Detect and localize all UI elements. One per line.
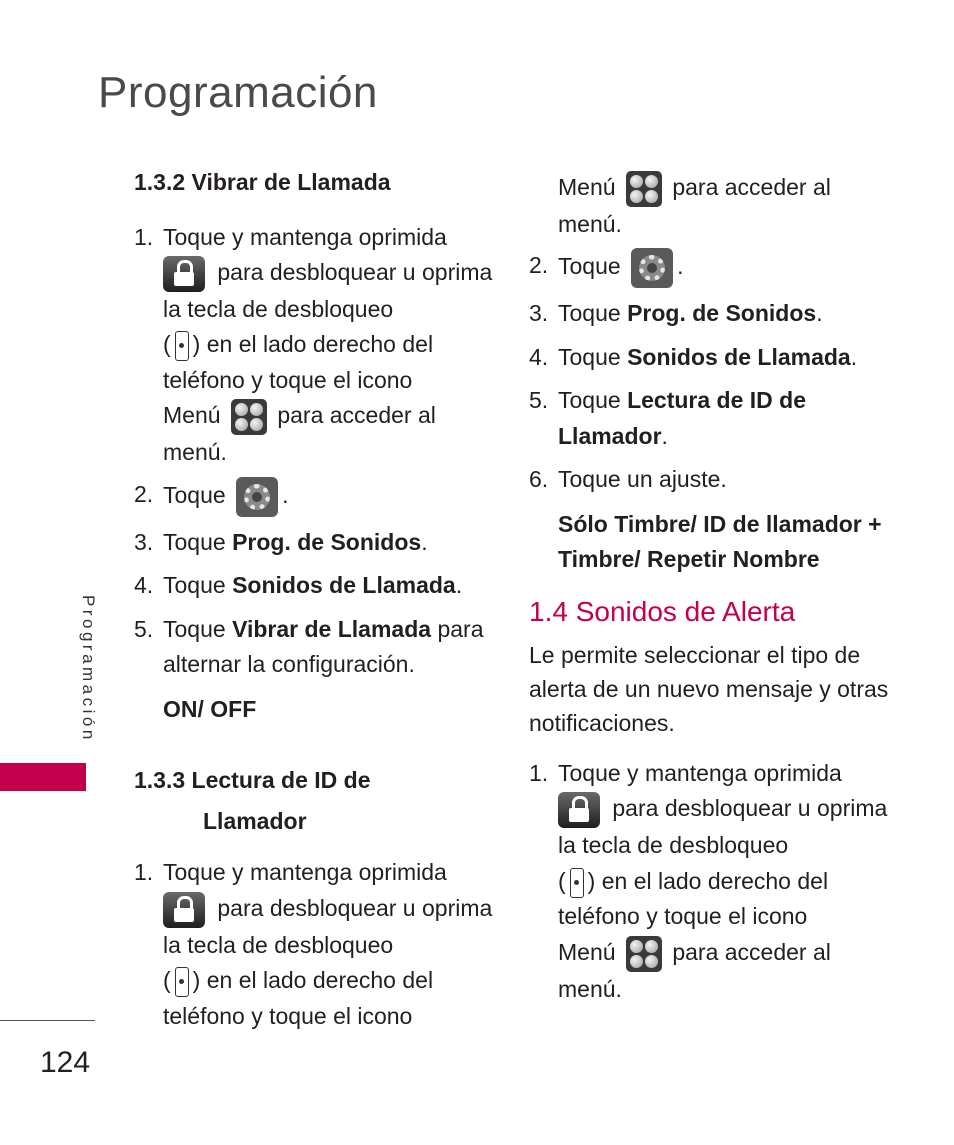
unlock-key-icon <box>175 331 189 361</box>
period: . <box>677 253 684 280</box>
step-2 <box>134 477 494 517</box>
right-column <box>529 170 889 1007</box>
step-number: 2. <box>134 480 154 507</box>
options: ON/ OFF <box>163 695 257 722</box>
step-number: 4. <box>529 343 549 370</box>
unlock-key-icon <box>570 868 584 898</box>
step-1 <box>134 855 494 1034</box>
page-title: Programación <box>98 68 378 117</box>
options-line <box>558 507 889 578</box>
step-number: 5. <box>134 615 154 642</box>
heading-line: 1.3.3 Lectura de ID de <box>134 767 371 794</box>
step-text: Toque y mantenga oprimida <box>163 223 447 250</box>
menu-path: Prog. de Sonidos <box>627 300 817 327</box>
paren: ( <box>163 967 171 994</box>
step-text: Toque <box>163 481 226 508</box>
step-number: 6. <box>529 466 549 493</box>
step-5 <box>529 383 889 454</box>
step-text: Toque un ajuste. <box>558 466 727 493</box>
step-text: Toque <box>558 253 621 280</box>
period: . <box>421 528 428 555</box>
step-text: ) en el lado derecho del teléfono y toque el icono <box>163 967 434 1029</box>
options-line <box>163 692 494 728</box>
step-text: Toque <box>558 300 621 327</box>
lock-icon <box>163 892 205 928</box>
section-heading-1-4: 1.4 Sonidos de Alerta <box>529 595 796 627</box>
settings-icon <box>236 477 278 517</box>
step-text: Toque <box>558 387 621 414</box>
step-4 <box>529 340 889 376</box>
menu-path: Prog. de Sonidos <box>232 528 422 555</box>
heading-line: Llamador <box>203 808 307 835</box>
step-text: Toque <box>163 615 226 642</box>
step-1 <box>529 756 889 1007</box>
step-number: 4. <box>134 572 154 599</box>
page-number: 124 <box>40 1046 91 1079</box>
menu-path: Vibrar de Llamada <box>232 615 432 642</box>
step-text: para acceder al menú. <box>558 174 831 237</box>
menu-icon <box>626 171 662 207</box>
side-section-label: Programación <box>79 595 98 743</box>
settings-icon <box>631 248 673 288</box>
lock-icon <box>558 792 600 828</box>
menu-icon <box>231 399 267 435</box>
step-6 <box>529 462 889 498</box>
menu-label: Menú <box>163 402 221 429</box>
step-2 <box>529 248 889 288</box>
continued-text <box>558 170 889 242</box>
step-text: para desbloquear u oprima la tecla de desbloqueo <box>163 259 493 322</box>
step-text: Toque <box>558 343 621 370</box>
section-heading-1-3-2: 1.3.2 Vibrar de Llamada <box>134 169 391 195</box>
period: . <box>282 481 289 508</box>
step-text: Toque y mantenga oprimida <box>163 859 447 886</box>
section-heading-1-3-3 <box>134 760 494 842</box>
step-3 <box>529 296 889 332</box>
step-number: 5. <box>529 387 549 414</box>
step-number: 3. <box>134 528 154 555</box>
step-text: para desbloquear u oprima la tecla de desbloqueo <box>558 795 888 859</box>
step-number: 2. <box>529 252 549 279</box>
step-text: para acceder al menú. <box>558 938 831 1002</box>
step-text: Toque y mantenga oprimida <box>558 759 842 786</box>
step-5 <box>134 612 494 683</box>
menu-path: Lectura de ID de Llamador <box>558 387 806 449</box>
step-4 <box>134 568 494 604</box>
step-1 <box>134 220 494 471</box>
footer-rule <box>0 1020 95 1021</box>
step-text: Toque <box>163 528 226 555</box>
paren: ( <box>163 331 171 358</box>
menu-icon <box>626 936 662 972</box>
step-number: 1. <box>134 859 154 886</box>
step-number: 1. <box>134 223 154 250</box>
step-text: Toque <box>163 572 226 599</box>
menu-label: Menú <box>558 174 616 200</box>
step-text: ) en el lado derecho del teléfono y toque el icono <box>558 867 829 930</box>
step-3 <box>134 525 494 561</box>
menu-path: Sonidos de Llamada <box>232 572 456 599</box>
unlock-key-icon <box>175 967 189 997</box>
step-text: para acceder al menú. <box>163 402 436 466</box>
step-text: ) en el lado derecho del teléfono y toque el icono <box>163 331 434 393</box>
lock-icon <box>163 256 205 292</box>
menu-path: Sonidos de Llamada <box>627 343 851 370</box>
period: . <box>455 572 463 599</box>
step-text: para alternar la configuración. <box>163 615 484 678</box>
period: . <box>661 422 668 449</box>
paren: ( <box>558 867 566 894</box>
left-column <box>134 165 494 1034</box>
menu-label: Menú <box>558 938 616 965</box>
section-intro: Le permite seleccionar el tipo de alerta de un nuevo mensaje y otras notificaciones. <box>529 641 889 736</box>
step-text: para desbloquear u oprima la tecla de desbloqueo <box>163 894 493 958</box>
options: Sólo Timbre/ ID de llamador + Timbre/ Repetir Nombre <box>558 510 882 573</box>
step-number: 1. <box>529 759 549 786</box>
period: . <box>850 343 858 370</box>
step-number: 3. <box>529 300 549 327</box>
side-section-tab <box>0 763 86 791</box>
period: . <box>816 300 823 327</box>
